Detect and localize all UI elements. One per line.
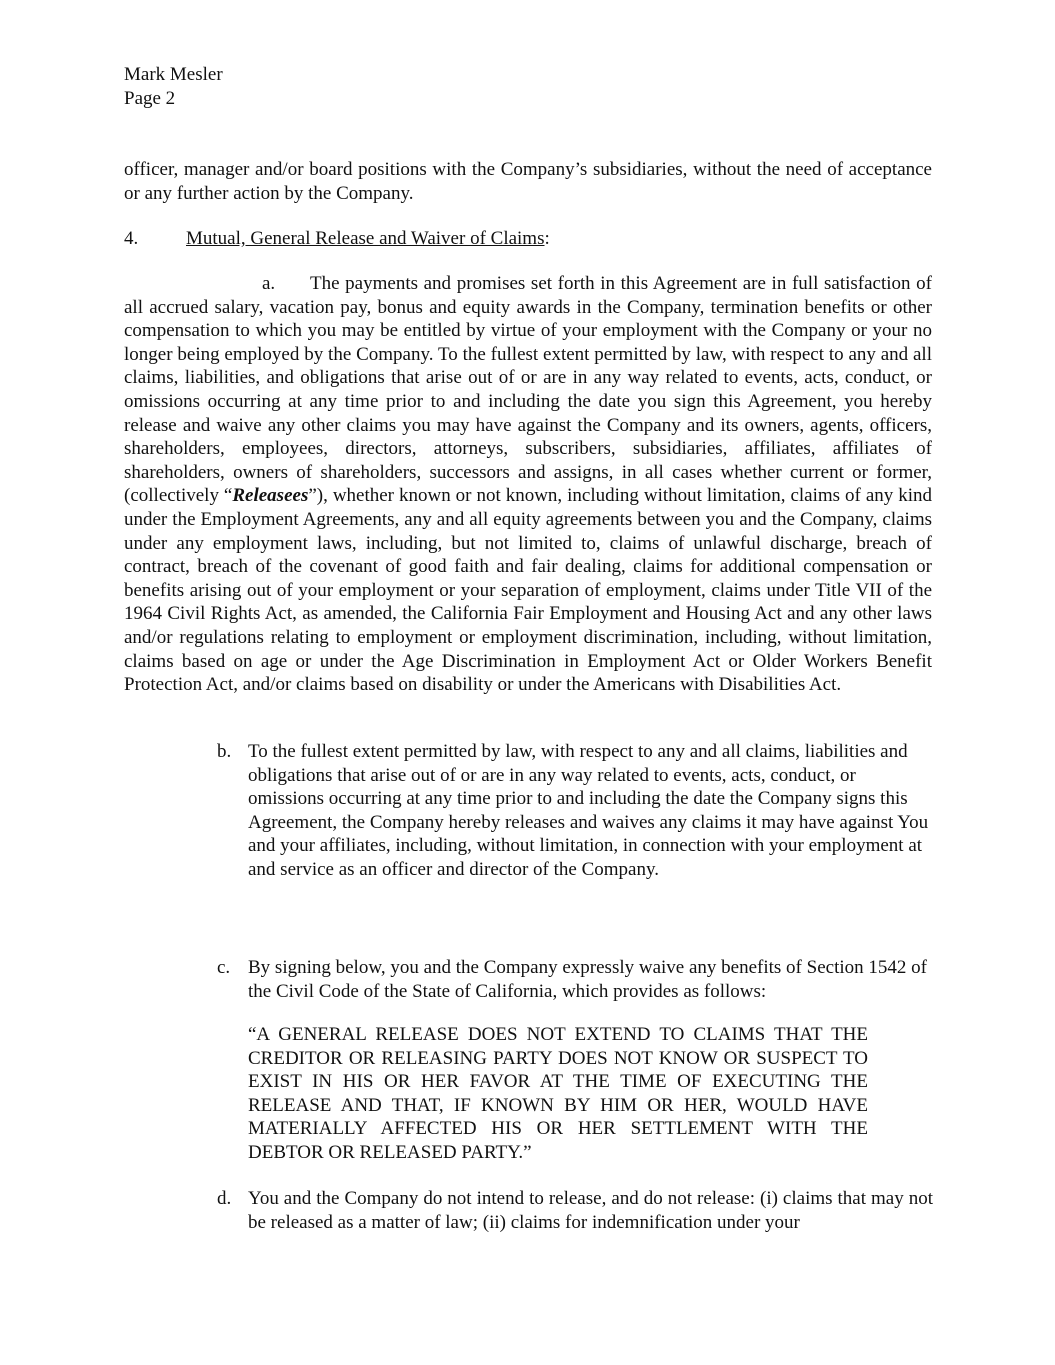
- section-title: Mutual, General Release and Waiver of Claims: [186, 228, 545, 249]
- continuation-paragraph: officer, manager and/or board positions with the Company’s subsidiaries, without the need of acceptance or any further action by the Company.: [124, 159, 932, 204]
- list-marker-c: c.: [217, 957, 231, 978]
- section-4-heading: [124, 227, 932, 251]
- list-marker-d: d.: [217, 1188, 232, 1209]
- list-marker-b: b.: [217, 741, 232, 762]
- defined-term-releasees: Releasees: [232, 485, 309, 507]
- paragraph-a-text-2: ”), whether known or not known, including without limitation, claims of any kind under the Employment Agreements, any and all equity agreements between you and the Company, claims under any employment laws, including, but not limited to, claims of unlawful discharge, breach of contract, breach of the covenant of good faith and fair dealing, claims for additional compensation or benefits arising out of your employment or your separation of employment, claims under Title VII of the 1964 Civil Rights Act, as amended, the California Fair Employment and Housing Act and any other laws and/or regulations relating to employment or employment discrimination, including, without limitation, claims based on age or under the Age Discrimination in Employment Act or Older Workers Benefit Protection Act, and/or claims based on disability or under the Americans with Disabilities Act.: [124, 485, 932, 696]
- page-number: Page 2: [124, 87, 176, 109]
- list-item-c-text: By signing below, you and the Company expressly waive any benefits of Section 1542 of the Civil Code of the State of California, which provides as follows:: [248, 957, 927, 1002]
- paragraph-a: [124, 272, 932, 697]
- section-number: 4.: [124, 228, 139, 249]
- list-item-b-text: To the fullest extent permitted by law, with respect to any and all claims, liabilities and obligations that arise out of or are in any way related to events, acts, conduct, or omissions occurring at any time prior to and including the date the Company signs this Agreement, the Company hereby releases and waives any claims it may have against You and your affiliates, including, without limitation, in connection with your employment at and service as an officer and director of the Company.: [248, 741, 929, 880]
- list-item-c: [217, 956, 933, 1003]
- paragraph-a-text-1: The payments and promises set forth in this Agreement are in full satisfaction of all accrued salary, vacation pay, bonus and equity awards in the Company, termination benefits or other compensation to which you may be entitled by virtue of your employment with the Company or your no longer being employed by the Company. To the fullest extent permitted by law, with respect to any and all claims, liabilities, and obligations that arise out of or are in any way related to events, acts, conduct, or omissions occurring at any time prior to and including the date you sign this Agreement, you hereby release and waive any other claims you may have against the Company and its owners, agents, officers, shareholders, employees, directors, attorneys, subscribers, subsidiaries, affiliates, affiliates of shareholders, owners of shareholders, successors and assigns, in all cases whether current or former, (collectively “: [124, 273, 932, 507]
- list-item-d-text: You and the Company do not intend to release, and do not release: (i) claims that may not be released as a matter of law; (ii) claims for indemnification under your: [248, 1188, 933, 1233]
- list-item-b: [217, 740, 933, 882]
- recipient-name: Mark Mesler: [124, 64, 223, 85]
- list-item-d: [217, 1187, 933, 1234]
- section-title-colon: :: [544, 228, 550, 249]
- page-header: [124, 63, 223, 110]
- paragraph-a-letter: a.: [262, 273, 276, 294]
- civil-code-1542-quote: “A GENERAL RELEASE DOES NOT EXTEND TO CLAIMS THAT THE CREDITOR OR RELEASING PARTY DOES NOT KNOW OR SUSPECT TO EXIST IN HIS OR HER FAVOR AT THE TIME OF EXECUTING THE RELEASE AND THAT, IF KNOWN BY HIM OR HER, WOULD HAVE MATERIALLY AFFECTED HIS OR HER SETTLEMENT WITH THE DEBTOR OR RELEASED PARTY.”: [248, 1024, 868, 1163]
